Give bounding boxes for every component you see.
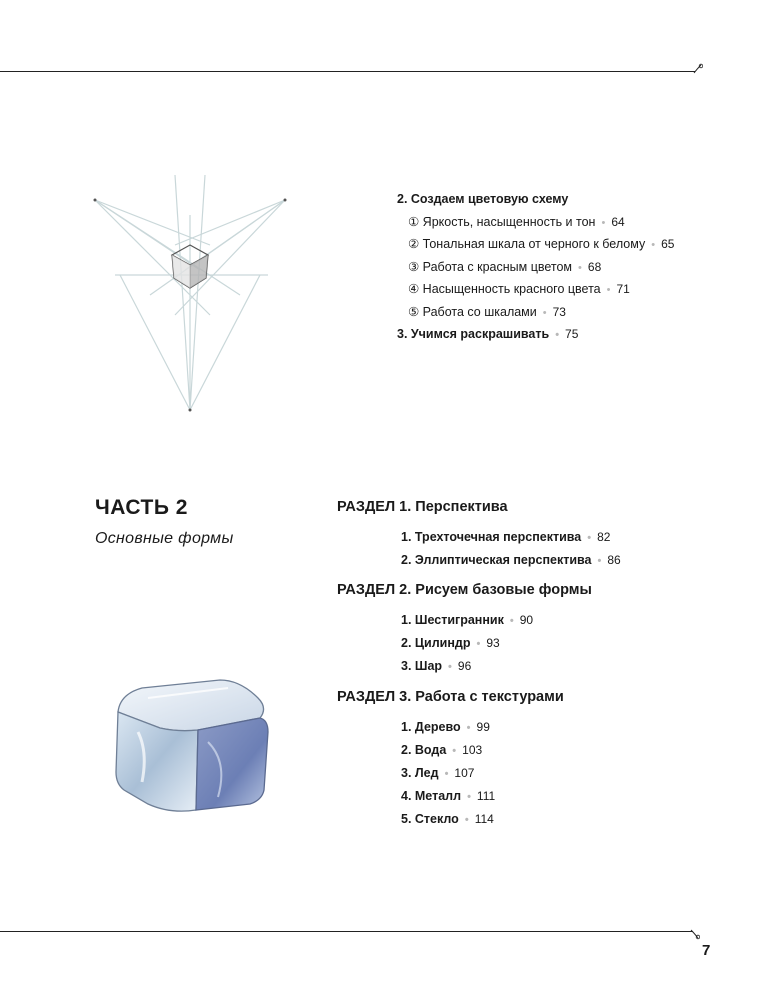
bottom-rule (0, 931, 693, 932)
bullet-dot: • (467, 791, 471, 803)
toc-item-label: ① Яркость, насыщенность и тон (408, 214, 596, 229)
section-item[interactable] (401, 632, 592, 655)
section-item[interactable] (401, 655, 592, 678)
toc-item[interactable] (397, 233, 674, 256)
top-rule (0, 71, 695, 72)
toc-item[interactable] (397, 256, 674, 279)
toc-heading-color-scheme[interactable] (397, 188, 674, 211)
section-item-page: 99 (476, 720, 490, 734)
bullet-dot: • (651, 239, 656, 251)
section-basic-forms (337, 577, 592, 678)
section-item[interactable] (401, 808, 564, 831)
section-item-page: 96 (457, 659, 472, 673)
toc-item-page: 65 (661, 237, 675, 251)
bullet-dot: • (444, 768, 449, 780)
toc-item[interactable] (397, 301, 674, 324)
section-item[interactable] (401, 739, 564, 762)
section-item-page: 114 (474, 812, 494, 826)
section-textures (337, 684, 564, 831)
section-item-label: 5. Стекло (401, 812, 459, 826)
bullet-dot: • (448, 661, 452, 673)
section-item-page: 90 (519, 613, 534, 627)
section-item[interactable] (401, 526, 621, 549)
ice-cube-illustration (108, 672, 278, 822)
section-item[interactable] (401, 716, 564, 739)
toc-heading-label: 3. Учимся раскрашивать (397, 327, 550, 341)
section-item-label: 2. Вода (401, 743, 447, 757)
toc-item-label: ④ Насыщенность красного цвета (408, 282, 601, 296)
bullet-dot: • (509, 615, 514, 627)
top-rule-hook-icon (693, 63, 703, 75)
section-perspective (337, 494, 621, 572)
toc-item-page: 71 (616, 282, 630, 296)
toc-heading-coloring[interactable] (397, 323, 674, 346)
section-item-page: 82 (597, 530, 611, 544)
toc-item-label: ⑤ Работа со шкалами (408, 304, 537, 319)
section-item-label: 4. Металл (401, 789, 462, 803)
bottom-rule-hook-icon (690, 928, 700, 940)
bullet-dot: • (466, 722, 471, 734)
section-item-page: 93 (486, 636, 500, 650)
toc-item-page: 75 (565, 327, 579, 341)
section-item-page: 86 (607, 553, 621, 567)
bullet-dot: • (464, 814, 469, 826)
toc-item-label: ③ Работа с красным цветом (408, 259, 573, 274)
section-item-label: 1. Дерево (401, 720, 461, 734)
section-item-label: 3. Лед (401, 766, 439, 780)
toc-item[interactable] (397, 278, 674, 301)
part-subtitle: Основные формы (95, 530, 234, 547)
section-item[interactable] (401, 762, 564, 785)
bullet-dot: • (542, 306, 547, 319)
section-item-label: 1. Шестигранник (401, 613, 504, 627)
bullet-dot: • (476, 638, 481, 650)
bullet-dot: • (601, 216, 606, 229)
toc-heading-label: 2. Создаем цветовую схему (397, 192, 569, 206)
section-item-page: 107 (454, 766, 475, 780)
bullet-dot: • (555, 329, 560, 341)
bullet-dot: • (578, 261, 582, 274)
section-item-page: 111 (476, 789, 496, 803)
section-item-label: 2. Цилиндр (401, 636, 471, 650)
toc-top-block (397, 188, 674, 346)
section-item-label: 1. Трехточечная перспектива (401, 530, 582, 544)
toc-item-page: 64 (611, 214, 625, 229)
section-heading[interactable]: РАЗДЕЛ 2. Рисуем базовые формы (337, 582, 592, 598)
toc-item-page: 68 (587, 259, 602, 274)
section-item[interactable] (401, 549, 621, 572)
bullet-dot: • (597, 555, 602, 567)
section-heading[interactable]: РАЗДЕЛ 1. Перспектива (337, 499, 508, 515)
page-number: 7 (702, 942, 711, 959)
toc-item-page: 73 (552, 304, 566, 319)
section-item-page: 103 (462, 743, 483, 757)
bullet-dot: • (606, 284, 611, 296)
section-heading[interactable]: РАЗДЕЛ 3. Работа с текстурами (337, 689, 564, 705)
section-item[interactable] (401, 785, 564, 808)
three-point-perspective-illustration (90, 175, 300, 415)
part-title: ЧАСТЬ 2 (95, 496, 188, 519)
section-item-label: 3. Шар (401, 659, 443, 673)
section-item[interactable] (401, 609, 592, 632)
bullet-dot: • (587, 532, 592, 544)
section-item-label: 2. Эллиптическая перспектива (401, 553, 592, 567)
toc-item[interactable] (397, 211, 674, 234)
bullet-dot: • (452, 745, 457, 757)
toc-item-label: ② Тональная шкала от черного к белому (408, 237, 646, 251)
